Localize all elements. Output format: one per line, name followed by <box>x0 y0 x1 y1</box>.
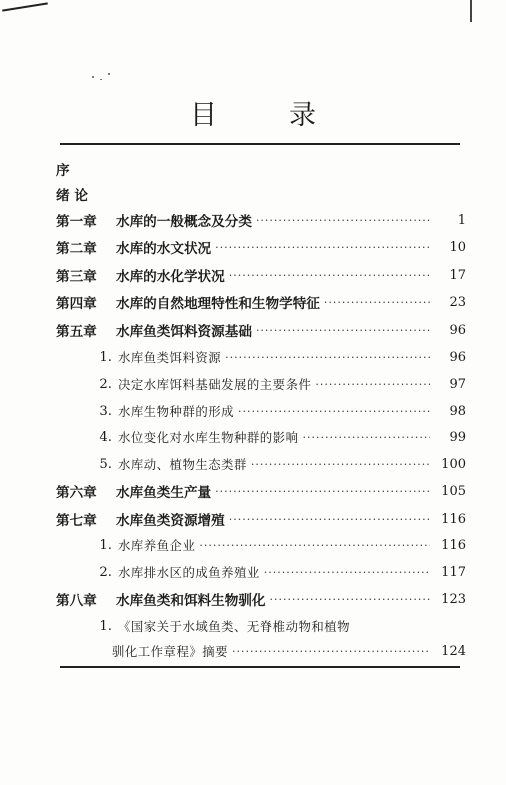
chapter-number: 第四章 <box>56 296 97 312</box>
toc-chapter-entry <box>56 236 466 258</box>
leader-dots <box>251 458 430 471</box>
toc-chapter-entry <box>56 264 466 286</box>
toc-label-text: 序 <box>56 163 70 179</box>
page-number: 98 <box>449 403 466 419</box>
chapter-title: 水库鱼类资源增殖 <box>116 513 225 529</box>
page-number: 124 <box>441 643 466 659</box>
toc-section-entry <box>56 534 466 556</box>
leader-dots <box>225 351 430 364</box>
section-number: 1. <box>99 618 112 634</box>
chapter-title: 水库的自然地理特性和生物学特征 <box>116 296 320 312</box>
chapter-number: 第二章 <box>56 241 97 257</box>
scan-speck <box>100 79 102 80</box>
chapter-title: 水库鱼类生产量 <box>116 485 212 501</box>
leader-dots <box>256 324 430 337</box>
toc-label <box>56 183 466 205</box>
toc-section-entry <box>56 346 466 368</box>
page-number: 123 <box>441 591 466 607</box>
leader-dots <box>232 645 430 658</box>
page-number: 99 <box>449 429 466 445</box>
section-number: 2. <box>99 564 112 580</box>
chapter-title: 水库鱼类饵料资源基础 <box>116 324 252 340</box>
chapter-title: 水库的水化学状况 <box>116 269 225 285</box>
leader-dots <box>229 513 430 526</box>
toc-chapter-entry <box>56 209 466 231</box>
section-number: 1. <box>99 537 112 553</box>
chapter-title: 水库的水文状况 <box>116 241 212 257</box>
leader-dots <box>324 296 430 309</box>
leader-dots <box>238 405 430 418</box>
chapter-number: 第一章 <box>56 214 97 230</box>
section-number: 2. <box>99 376 112 392</box>
page-edge-mark <box>2 2 48 11</box>
toc-chapter-entry <box>56 319 466 341</box>
section-number: 5. <box>99 456 112 472</box>
chapter-number: 第八章 <box>56 593 97 609</box>
toc-section-entry <box>56 373 466 395</box>
leader-dots <box>229 269 430 282</box>
section-title: 水库生物种群的形成 <box>118 404 235 419</box>
page-number: 17 <box>449 267 466 283</box>
toc-label-text: 绪 论 <box>56 188 88 204</box>
leader-dots <box>215 241 430 254</box>
toc-chapter-entry <box>56 480 466 502</box>
section-title: 水库排水区的成鱼养殖业 <box>118 565 260 580</box>
page-number: 1 <box>457 212 466 228</box>
page-number: 116 <box>441 511 466 527</box>
section-title: 水位变化对水库生物种群的影响 <box>118 430 299 445</box>
chapter-title: 水库的一般概念及分类 <box>116 214 252 230</box>
section-number: 4. <box>99 429 112 445</box>
toc-section-entry <box>56 561 466 583</box>
toc-section-entry <box>56 400 466 422</box>
section-title: 决定水库饵料基础发展的主要条件 <box>118 377 312 392</box>
toc-label <box>56 158 466 180</box>
page-number: 96 <box>449 322 466 338</box>
scan-speck <box>108 73 110 75</box>
chapter-number: 第七章 <box>56 513 97 529</box>
page-edge-mark <box>470 0 472 22</box>
section-title: 水库养鱼企业 <box>118 538 196 553</box>
section-number: 1. <box>99 349 112 365</box>
title-rule <box>60 143 460 145</box>
toc-chapter-entry <box>56 508 466 530</box>
chapter-number: 第三章 <box>56 269 97 285</box>
scan-speck <box>92 76 94 78</box>
section-title: 水库动、植物生态类群 <box>118 457 247 472</box>
page-number: 97 <box>449 376 466 392</box>
page-number: 105 <box>441 483 466 499</box>
section-title: 驯化工作章程》摘要 <box>112 644 229 659</box>
page-number: 100 <box>441 456 466 472</box>
page-number: 96 <box>449 349 466 365</box>
section-title: 《国家关于水域鱼类、无脊椎动物和植物 <box>118 619 351 634</box>
leader-dots <box>302 431 430 444</box>
page-title: 目录 <box>190 100 388 131</box>
chapter-title: 水库鱼类和饵料生物驯化 <box>116 593 266 609</box>
section-number: 3. <box>99 403 112 419</box>
page-number: 23 <box>449 294 466 310</box>
leader-dots <box>270 593 430 606</box>
toc-chapter-entry <box>56 588 466 610</box>
page-number: 116 <box>441 537 466 553</box>
leader-dots <box>215 485 430 498</box>
toc-section-entry <box>56 426 466 448</box>
toc-section-entry-continued <box>56 640 466 662</box>
leader-dots <box>199 539 430 552</box>
leader-dots <box>264 566 430 579</box>
toc-chapter-entry <box>56 291 466 313</box>
chapter-number: 第六章 <box>56 485 97 501</box>
toc-section-entry <box>56 615 466 637</box>
chapter-number: 第五章 <box>56 324 97 340</box>
page-number: 10 <box>449 239 466 255</box>
toc-section-entry <box>56 453 466 475</box>
leader-dots <box>315 378 430 391</box>
leader-dots <box>256 214 430 227</box>
page-number: 117 <box>441 564 466 580</box>
section-title: 水库鱼类饵料资源 <box>118 350 222 365</box>
bottom-rule <box>60 666 460 668</box>
